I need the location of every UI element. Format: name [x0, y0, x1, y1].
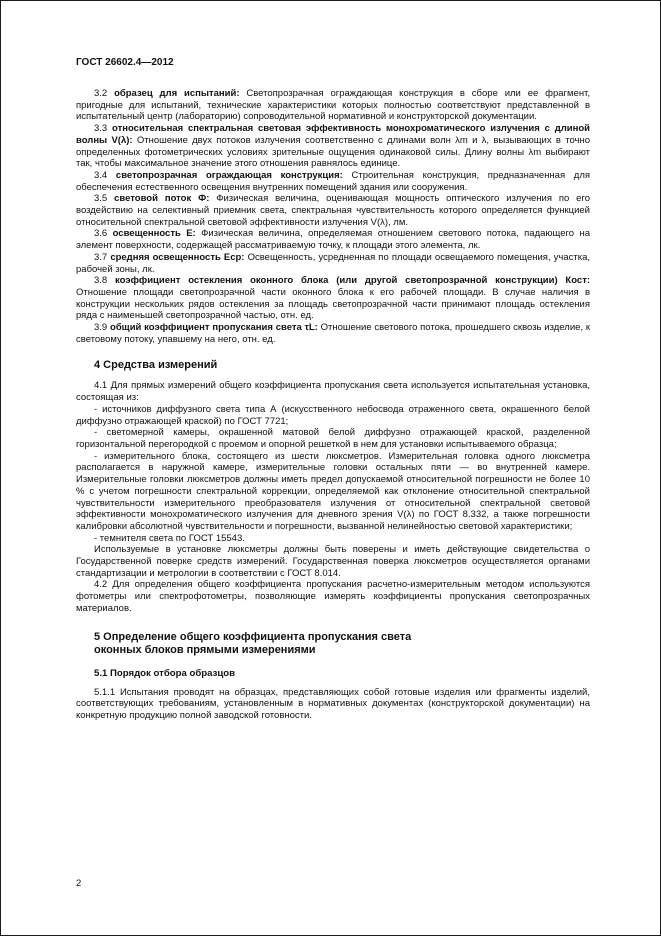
term-number: 3.6: [94, 228, 108, 240]
section-5-heading: [76, 631, 590, 658]
term-number: 3.7: [94, 251, 108, 263]
term-title: светопрозрачная ограждающая конструкция:: [115, 169, 343, 181]
term-number: 3.8: [94, 275, 108, 287]
term-paragraph-3-8: [76, 275, 590, 322]
term-number: 3.2: [94, 88, 108, 99]
section-4-heading: 4 Средства измерений: [94, 359, 218, 372]
term-title: средняя освещенность Еср:: [110, 251, 245, 263]
term-title: общий коэффициент пропускания света τL:: [110, 322, 318, 334]
list-item-measuring-unit: - измерительного блока, состоящего из шести люксметров. Измерительная головка одного люксметра располагается в наружной камере, измерительные головки остальных пяти — во внутренней камере. Измерительные головки люксметров должны иметь предел допускаемой относительной погрешности не более 10 % с учетом погрешности спектральной коррекции, определяемой как отклонение относительной спектральной чувствительности измерительного преобразователя излучения от относительной спектральной световой эффективности монохроматического излучения для дневного зрения V(λ) по ГОСТ 8.332, а также погрешности калибровки абсолютной чувствительности и погрешности, вызванной нелинейностью световой характеристики;: [76, 450, 590, 532]
term-paragraph-3-6: [76, 228, 590, 251]
term-title: световой поток Ф:: [114, 193, 210, 205]
section-5-heading-line-2: оконных блоков прямыми измерениями: [94, 644, 316, 657]
term-definition: Физическая величина, оценивающая мощность оптического излучения по его воздействию на селективный приемник света, спектральная чувствительность которого определяется функцией относительной спектральной световой эффективности излучения V(λ), лм.: [76, 193, 591, 228]
term-title: относительная спектральная световая эффективность монохроматического излучения с длиной волны V(λ):: [76, 123, 590, 146]
term-definition: Светопрозрачная ограждающая конструкция в сборе или ее фрагмент, пригодные для испытаний, технические характеристики которых полностью соответствуют представленной в испытательный центр (лабораторию) сопроводительной нормативной и конструкторской документации.: [76, 88, 590, 123]
paragraph-luxmeter-verification: Используемые в установке люксметры должны быть поверены и иметь действующие свидетельства о Государственной поверке средств измерений. Государственная поверка люксметров осуществляется органами стандартизации и метрологии в соответствии с ГОСТ 8.014.: [76, 544, 590, 579]
term-definition: Отношение двух потоков излучения соответственно с длинами волн λm и λ, вызывающих в точно определенных фотометрических условиях зрительные ощущения одинаковой силы. Длину волны λm выбирают так, чтобы максимальное значение этого отношения равнялось единице.: [76, 134, 591, 170]
list-item-light-sources: - источников диффузного света типа А (искусственного небосвода отраженного света, окрашенного белой диффузно отражающей краской) по ГОСТ 7721;: [76, 403, 590, 427]
term-number: 3.5: [94, 193, 108, 205]
term-number: 3.9: [94, 322, 108, 334]
term-title: коэффициент остекления оконного блока (или другой светопрозрачной конструкции) Кост:: [115, 275, 591, 287]
term-definition: Отношение площади светопрозрачной части оконного блока к его рабочей площади. В случае наличия в конструкции нескольких рядов остекления за площадь светопрозрачной части принимают площадь остекления ряда с наименьшей светопрозрачной частью, отн. ед.: [76, 286, 590, 322]
term-paragraph-3-2: [76, 88, 590, 123]
paragraph-4-1: 4.1 Для прямых измерений общего коэффициента пропускания света используется испытательная установка, состоящая из:: [76, 380, 590, 404]
term-title: образец для испытаний:: [114, 88, 240, 99]
paragraph-4-2: 4.2 Для определения общего коэффициента пропускания расчетно-измерительным методом используются фотометры или спектрофотометры, позволяющие измерять коэффициенты пропускания светопрозрачных материалов.: [76, 579, 590, 614]
term-paragraph-3-7: [76, 252, 590, 275]
document-title: ГОСТ 26602.4—2012: [76, 57, 174, 68]
term-definition: Отношение светового потока, прошедшего сквозь изделие, к световому потоку, упавшему на него, отн. ед.: [76, 322, 590, 345]
list-item-dimmer: - темнителя света по ГОСТ 15543.: [94, 532, 245, 544]
page-number: 2: [76, 878, 82, 889]
term-definition: Физическая величина, определяемая отношением светового потока, падающего на элемент поверхности, содержащей рассматриваемую точку, к площади этого элемента, лк.: [76, 228, 590, 252]
term-paragraph-3-5: [76, 193, 590, 228]
section-5-1-subheading: 5.1 Порядок отбора образцов: [94, 667, 235, 679]
term-title: освещенность Е:: [112, 228, 196, 240]
list-item-photometric-chamber: - светомерной камеры, окрашенной матовой белой диффузно отражающей краской, разделенной горизонтальной перегородкой с проемом и опорной решеткой в нем для установки испытываемого образца;: [76, 427, 590, 450]
section-5-heading-line-1: 5 Определение общего коэффициента пропускания света: [94, 630, 412, 643]
term-paragraph-3-4: [76, 170, 590, 193]
document-content: [76, 57, 590, 722]
term-definition: Освещенность, усредненная по площади освещаемого помещения, участка, рабочей зоны, лк.: [76, 251, 591, 275]
term-paragraph-3-9: [76, 322, 590, 345]
paragraph-5-1-1: 5.1.1 Испытания проводят на образцах, представляющих собой готовые изделия или фрагменты изделий, соответствующих требованиям, установленным в нормативных документах (конструкторской документации) на конкретную продукцию полной заводской готовности.: [76, 686, 590, 721]
term-definition: Строительная конструкция, предназначенная для обеспечения естественного освещения внутренних помещений здания или сооружения.: [76, 169, 591, 193]
term-number: 3.3: [94, 123, 108, 135]
term-paragraph-3-3: [76, 123, 590, 170]
term-number: 3.4: [94, 169, 108, 181]
